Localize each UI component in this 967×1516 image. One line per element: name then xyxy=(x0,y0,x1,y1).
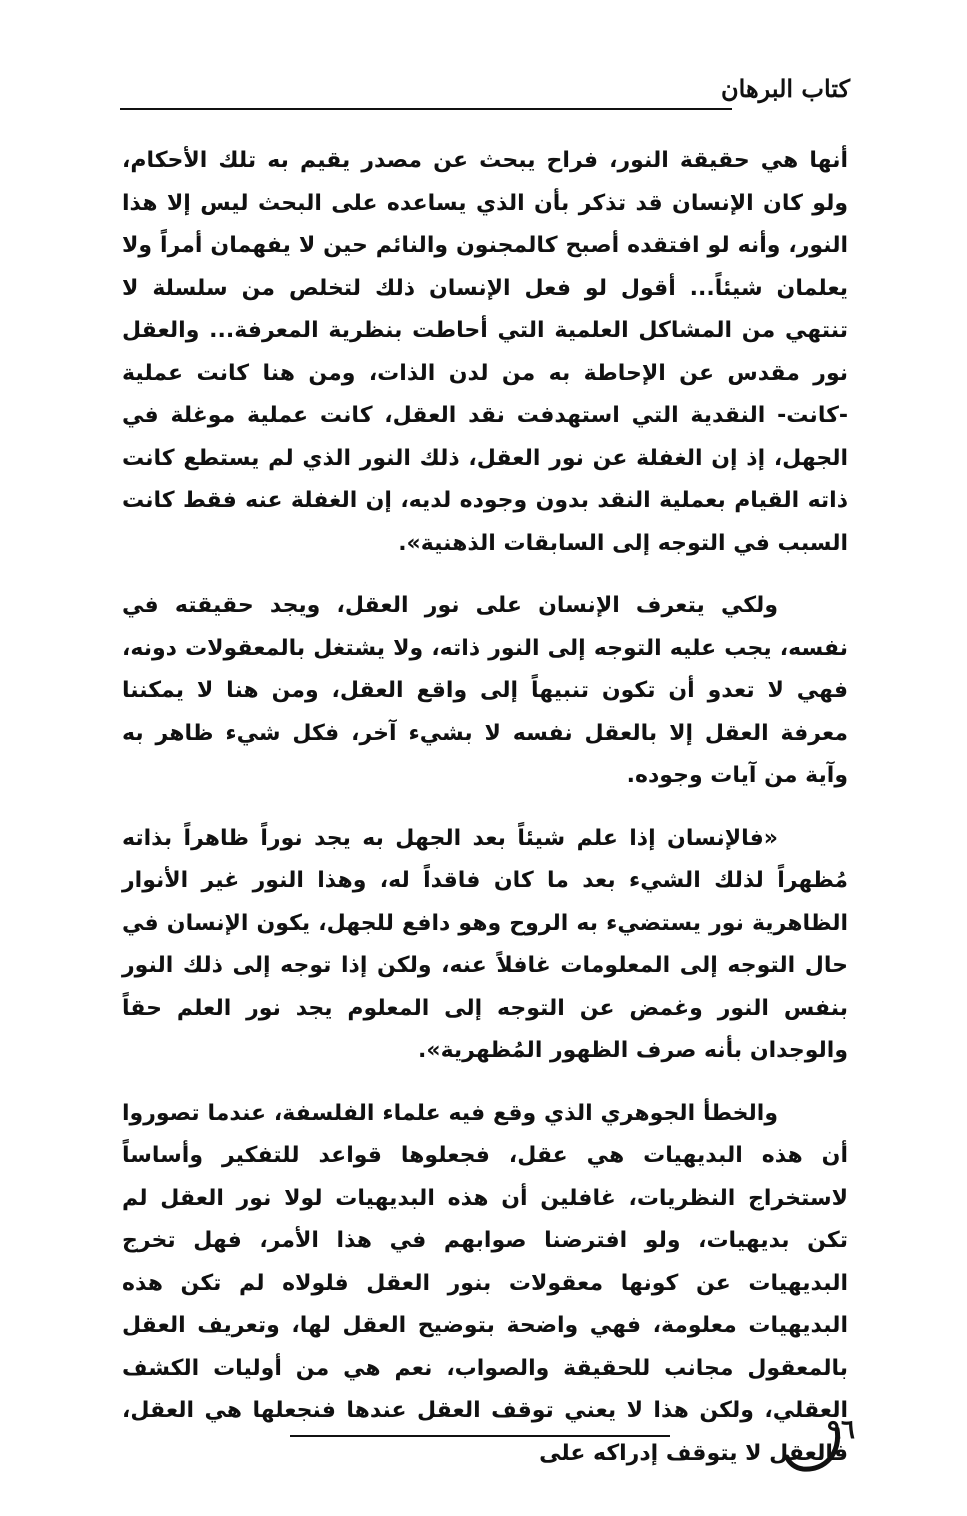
header-rule xyxy=(120,108,732,110)
paragraph-2: ولكي يتعرف الإنسان على نور العقل، ويجد حقيقته في نفسه، يجب عليه التوجه إلى النور ذاته، ولا يشتغل بالمعقولات دونه، فهي لا تعدو أن تكون تنبيهاً إلى واقع العقل، ومن هنا لا يمكننا معرفة العقل إلا بالعقل نفسه لا بشيء آخر، فكل شيء ظاهر به وآية من آيات وجوده. xyxy=(122,593,848,788)
header-brand: كتاب البرهان xyxy=(721,74,850,103)
text-body xyxy=(122,140,848,1495)
page-number: ٩٦ xyxy=(827,1415,855,1445)
page-footer xyxy=(290,1415,855,1475)
footer-rule xyxy=(290,1435,670,1437)
page-header xyxy=(120,74,850,116)
paragraph-3: «فالإنسان إذا علم شيئاً بعد الجهل به يجد نوراً ظاهراً بذاته مُظهراً لذلك الشيء بعد ما كان فاقداً له، وهذا النور غير الأنوار الظاهرية نور يستضيء به الروح وهو دافع للجهل، يكون الإنسان في حال التوجه إلى المعلومات غافلاً عنه، ولكن إذا توجه إلى ذلك النور بنفس النور وغمض عن التوجه إلى المعلوم يجد نور العلم حقاً والوجدان بأنه صرف الظهور المُظهرية». xyxy=(122,825,848,1063)
paragraph-1: أنها هي حقيقة النور، فراح يبحث عن مصدر يقيم به تلك الأحكام، ولو كان الإنسان قد تذكر بأن الذي يساعده على البحث ليس إلا هذا النور، وأنه لو افتقده أصبح كالمجنون والنائم حين لا يفهمان أمراً ولا يعلمان شيئاً... أقول لو فعل الإنسان ذلك لتخلص من سلسلة لا تنتهي من المشاكل العلمية التي أحاطت بنظرية المعرفة... والعقل نور مقدس عن الإحاطة به من لدن الذات، ومن هنا كانت عملية -كانت- النقدية التي استهدفت نقد العقل، كانت عملية موغلة في الجهل، إذ إن الغفلة عن نور العقل، ذلك النور الذي لم يستطع كانت ذاته القيام بعملية النقد بدون وجوده لديه، إن الغفلة عنه فقط كانت السبب في التوجه إلى السابقات الذهنية». xyxy=(122,148,848,556)
paragraph-4: والخطأ الجوهري الذي وقع فيه علماء الفلسفة، عندما تصوروا أن هذه البديهيات هي عقل، فجعلوها قواعد للتفكير وأساساً لاستخراج النظريات، غافلين أن هذه البديهيات لولا نور العقل لم تكن بديهيات، ولو افترضنا صوابهم في هذا الأمر، فهل تخرج البديهيات عن كونها معقولات بنور العقل فلولاه لم تكن هذه البديهيات معلومة، فهي واضحة بتوضيح العقل لها، وتعريف العقل بالمعقول مجانب للحقيقة والصواب، نعم هي من أوليات الكشف العقلي، ولكن هذا لا يعني توقف العقل عندها فنجعلها هي العقل، فالعقل لا يتوقف إدراكه على xyxy=(122,1100,848,1466)
